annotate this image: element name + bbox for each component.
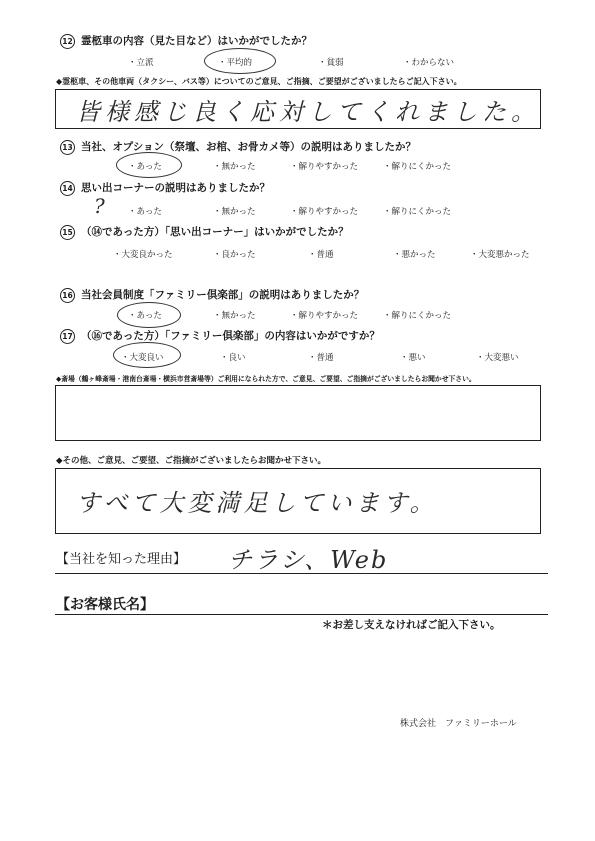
question-text: 思い出コーナーの説明はありましたか？ [81, 182, 270, 194]
crematorium-comment-note: ◆斎場（鶴ヶ峰斎場・港南台斎場・横浜市営斎場等）ご利用になられた方で、ご意見、ご要望、ご指摘がございましたらお聞かせ下さい。 [56, 375, 476, 383]
option-warukatta[interactable]: ・悪かった [393, 250, 436, 260]
question-15 [60, 224, 349, 240]
option-taihen-warui[interactable]: ・大変悪い [476, 353, 519, 363]
question-text: 当社会員制度「ファミリー倶楽部」の説明はありましたか？ [81, 289, 365, 301]
question-14 [60, 180, 270, 196]
question-16 [60, 287, 364, 303]
option-yoi[interactable]: ・良い [220, 353, 246, 363]
option-futsuu[interactable]: ・普通 [308, 250, 334, 260]
option-taihen-yokatta[interactable]: ・大変良かった [113, 250, 173, 260]
question-number: 15 [60, 225, 75, 240]
question-text: 霊柩車の内容（見た目など）はいかがでしたか？ [81, 35, 312, 47]
question-text: （⑯であった方）「ファミリー倶楽部」の内容はいかがですか？ [81, 330, 380, 342]
option-wakariyasukatta[interactable]: ・解りやすかった [290, 207, 359, 217]
option-atta[interactable]: ・あった [128, 207, 162, 217]
question-number: 17 [60, 329, 75, 344]
option-wakariyasukatta[interactable]: ・解りやすかった [290, 162, 359, 172]
selected-option-circle [204, 48, 276, 74]
option-hinjaku[interactable]: ・貧弱 [318, 58, 344, 68]
question-number: 12 [60, 34, 75, 49]
reason-answer: チラシ、Web [228, 546, 389, 574]
option-yokatta[interactable]: ・良かった [213, 250, 256, 260]
question-number: 13 [60, 140, 75, 155]
option-warui[interactable]: ・悪い [400, 353, 426, 363]
customer-name-label: 【お客様氏名】 [56, 597, 154, 613]
option-taihen-warukatta[interactable]: ・大変悪かった [470, 250, 530, 260]
question-text: 当社、オプション（祭壇、お棺、お骨カメ等）の説明はありましたか？ [81, 141, 417, 153]
company-name: 株式会社 ファミリーホール [400, 719, 517, 729]
selected-option-circle [117, 302, 181, 328]
selected-option-circle [116, 152, 182, 178]
customer-name-underline [55, 614, 548, 615]
option-nakatta[interactable]: ・無かった [213, 162, 256, 172]
option-rippa[interactable]: ・立派 [128, 58, 154, 68]
reason-label: 【当社を知った理由】 [56, 552, 187, 567]
option-wakarinikukatta[interactable]: ・解りにくかった [383, 311, 452, 321]
vehicle-comment-box[interactable] [55, 89, 541, 129]
option-atta[interactable]: ・あった [128, 311, 162, 321]
vehicle-comment-note: ◆霊柩車、その他車両（タクシー、バス等）についてのご意見、ご指摘、ご要望がございましたらご記入下さい。 [56, 77, 462, 86]
selected-option-circle [113, 342, 181, 368]
option-wakaranai[interactable]: ・わからない [403, 58, 455, 68]
option-nakatta[interactable]: ・無かった [213, 207, 256, 217]
handwritten-question-mark: ? [94, 194, 105, 218]
vehicle-comment-answer: 皆様感じ良く応対してくれました。 [76, 98, 540, 126]
option-futsuu[interactable]: ・普通 [308, 353, 334, 363]
question-17 [60, 328, 380, 344]
option-wakarinikukatta[interactable]: ・解りにくかった [383, 162, 452, 172]
option-atta[interactable]: ・あった [128, 162, 162, 172]
question-12 [60, 33, 312, 49]
question-13 [60, 139, 416, 155]
option-wakarinikukatta[interactable]: ・解りにくかった [383, 207, 452, 217]
customer-name-note: ＊お差し支えなければご記入下さい。 [322, 619, 501, 631]
other-comment-answer: すべて大変満足しています。 [76, 489, 438, 517]
other-comment-note: ◆その他、ご意見、ご要望、ご指摘がございましたらお聞かせ下さい。 [56, 456, 327, 466]
option-wakariyasukatta[interactable]: ・解りやすかった [290, 311, 359, 321]
question-number: 16 [60, 288, 75, 303]
reason-underline [55, 573, 548, 574]
question-number: 14 [60, 181, 75, 196]
other-comment-box[interactable] [55, 468, 541, 534]
option-nakatta[interactable]: ・無かった [213, 311, 256, 321]
option-heikinteki[interactable]: ・平均的 [218, 58, 253, 68]
crematorium-comment-box[interactable] [55, 385, 541, 441]
question-text: （⑭であった方）「思い出コーナー」はいかがでしたか？ [81, 226, 349, 238]
option-taihen-yoi[interactable]: ・大変良い [121, 353, 164, 363]
